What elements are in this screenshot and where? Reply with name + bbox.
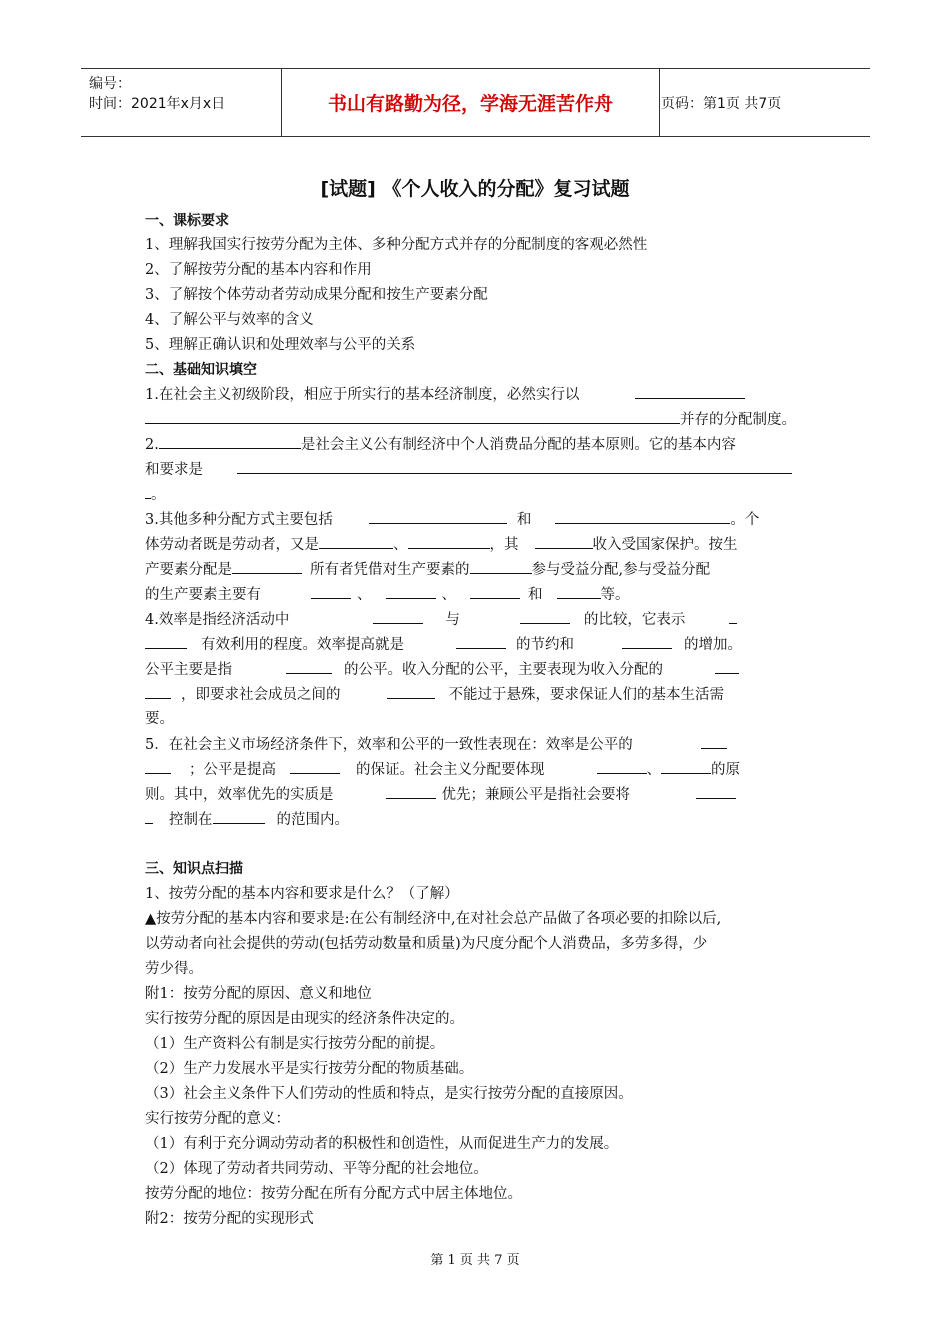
q3-text: 3.其他多种分配方式主要包括 [145,512,333,528]
section-2-heading: 二、基础知识填空 [145,362,257,378]
blank[interactable] [408,534,490,549]
q2-number: 2. [145,437,159,453]
motto: 书山有路勤为径，学海无涯苦作舟 [282,69,660,136]
question-5-line-2 [145,759,740,780]
question-4-line-3 [145,659,739,680]
q4-text-7: 的公平。收入分配的公平，主要表现为收入分配的 [344,662,663,678]
blank[interactable] [145,409,680,424]
blank[interactable] [145,684,171,699]
question-2-line-3 [145,484,166,505]
separator: 、 [357,587,372,603]
blank[interactable] [696,784,736,799]
q5-text-6: 优先；兼顾公平是指社会要将 [441,787,630,803]
q2-end: 。 [151,487,166,503]
question-2-line-2 [145,459,792,480]
q3-text-9: 的生产要素主要有 [145,587,261,603]
blank[interactable] [369,509,507,524]
paragraph-line: 实行按劳分配的原因是由现实的经济条件决定的。 [145,1011,464,1027]
question-4-line-2 [145,634,742,655]
q3-text-4: ，其 [489,537,519,553]
question-5-line-1 [145,734,727,755]
question-4-line-4 [145,684,724,705]
question-3-line-1 [145,509,759,530]
question-4-line-5: 要。 [145,711,174,727]
q5-text-4: 的原 [711,762,740,778]
paragraph-line: 附1：按劳分配的原因、意义和地位 [145,986,372,1002]
separator: 、 [441,587,456,603]
blank[interactable] [715,659,739,674]
paragraph-line: 1、按劳分配的基本内容和要求是什么？（了解） [145,886,459,902]
q3-text-6: 产要素分配是 [145,562,232,578]
question-3-line-4 [145,584,630,605]
q5-text-2: ；公平是提高 [189,762,276,778]
blank[interactable] [145,809,153,824]
q5-text-5: 则。其中，效率优先的实质是 [145,787,334,803]
paragraph-line: 劳少得。 [145,961,203,977]
paragraph-line: （3）社会主义条件下人们劳动的性质和特点，是实行按劳分配的直接原因。 [145,1086,633,1102]
time-label: 时间：2021年x月x日 [89,96,226,112]
blank[interactable] [387,684,435,699]
blank[interactable] [557,584,601,599]
paragraph-line: 以劳动者向社会提供的劳动(包括劳动数量和质量)为尺度分配个人消费品，多劳多得，少 [145,936,708,952]
question-1-line-1 [145,384,745,405]
blank[interactable] [290,759,340,774]
paragraph-line: （2）生产力发展水平是实行按劳分配的物质基础。 [145,1061,474,1077]
blank[interactable] [701,734,727,749]
header-info-cell [81,69,282,136]
question-5-line-3 [145,784,736,805]
q4-text-2: 的比较，它表示 [583,612,686,628]
blank[interactable] [635,384,745,399]
blank[interactable] [213,809,265,824]
paragraph-line: （1）生产资料公有制是实行按劳分配的前提。 [145,1036,445,1052]
q1-text-end: 并存的分配制度。 [680,412,796,428]
q2-text-2: 和要求是 [145,462,203,478]
blank[interactable] [597,759,647,774]
question-3-line-3 [145,559,710,580]
list-item: 3、了解按个体劳动者劳动成果分配和按生产要素分配 [145,287,488,303]
q3-and-2: 和 [528,587,543,603]
question-2-line-1 [145,434,736,455]
q5-text-8: 的范围内。 [276,812,349,828]
blank[interactable] [520,609,570,624]
q2-text: 是社会主义公有制经济中个人消费品分配的基本原则。它的基本内容 [300,437,736,453]
blank[interactable] [622,634,672,649]
q3-text-7: 所有者凭借对生产要素的 [310,562,470,578]
blank[interactable] [661,759,711,774]
blank[interactable] [729,609,737,624]
q3-text-5: 收入受国家保护。按生 [592,537,738,553]
section-1-heading: 一、课标要求 [145,213,229,229]
paragraph-line: 按劳分配的地位：按劳分配在所有分配方式中居主体地位。 [145,1186,522,1202]
q4-text-3: 有效利用的程度。效率提高就是 [201,637,404,653]
q4-text-6: 公平主要是指 [145,662,232,678]
blank[interactable] [145,759,171,774]
q4-text-4: 的节约和 [516,637,574,653]
list-item: 4、了解公平与效率的含义 [145,312,314,328]
q5-text-7: 控制在 [169,812,213,828]
q4-text-8: ，即要求社会成员之间的 [181,687,341,703]
blank[interactable] [470,584,520,599]
q5-text-3: 的保证。社会主义分配要体现 [356,762,545,778]
list-item: 2、了解按劳分配的基本内容和作用 [145,262,372,278]
q4-with: 与 [445,612,460,628]
list-item: 1、理解我国实行按劳分配为主体、多种分配方式并存的分配制度的客观必然性 [145,237,648,253]
question-5-line-4 [145,809,349,830]
blank[interactable] [232,559,302,574]
q3-end: 等。 [600,587,630,603]
blank[interactable] [286,659,332,674]
q3-text-8: 参与受益分配,参与受益分配 [531,562,711,578]
paragraph-line: 附2：按劳分配的实现形式 [145,1211,314,1227]
blank[interactable] [386,784,436,799]
q4-text-9: 不能过于悬殊，要求保证人们的基本生活需 [448,687,724,703]
section-3-heading: 三、知识点扫描 [145,861,243,877]
list-item: 5、理解正确认识和处理效率与公平的关系 [145,337,416,353]
blank[interactable] [319,534,393,549]
q3-text-2: 。个 [730,512,760,528]
separator: 、 [393,537,408,553]
page-header [81,68,870,137]
question-3-line-2 [145,534,738,555]
blank[interactable] [373,609,423,624]
page-title: [试题] 《个人收入的分配》复习试题 [320,178,630,200]
paragraph-line: （2）体现了劳动者共同劳动、平等分配的社会地位。 [145,1161,488,1177]
blank[interactable] [237,459,792,474]
separator: 、 [646,762,661,778]
page-footer: 第 1 页 共 7 页 [430,1253,520,1268]
paragraph-line: ▲按劳分配的基本内容和要求是:在公有制经济中,在对社会总产品做了各项必要的扣除以后, [145,911,722,927]
blank[interactable] [145,634,187,649]
code-label: 编号： [89,76,131,92]
blank[interactable] [535,534,593,549]
q4-text-5: 的增加。 [684,637,742,653]
paragraph-line: 实行按劳分配的意义： [145,1111,290,1127]
q4-text: 4.效率是指经济活动中 [145,612,290,628]
q1-text: 1.在社会主义初级阶段，相应于所实行的基本经济制度，必然实行以 [145,387,580,403]
blank[interactable] [386,584,436,599]
q3-text-3: 体劳动者既是劳动者，又是 [145,537,319,553]
blank[interactable] [555,509,730,524]
q5-text: 5．在社会主义市场经济条件下，效率和公平的一致性表现在：效率是公平的 [145,737,633,753]
question-1-line-2 [145,409,796,430]
question-4-line-1 [145,609,737,630]
q3-and: 和 [516,512,532,528]
paragraph-line: （1）有利于充分调动劳动者的积极性和创造性，从而促进生产力的发展。 [145,1136,619,1152]
page-info: 页码：第1页 共7页 [661,96,782,112]
blank[interactable] [311,584,351,599]
blank[interactable] [470,559,532,574]
blank[interactable] [159,434,301,449]
blank[interactable] [456,634,506,649]
